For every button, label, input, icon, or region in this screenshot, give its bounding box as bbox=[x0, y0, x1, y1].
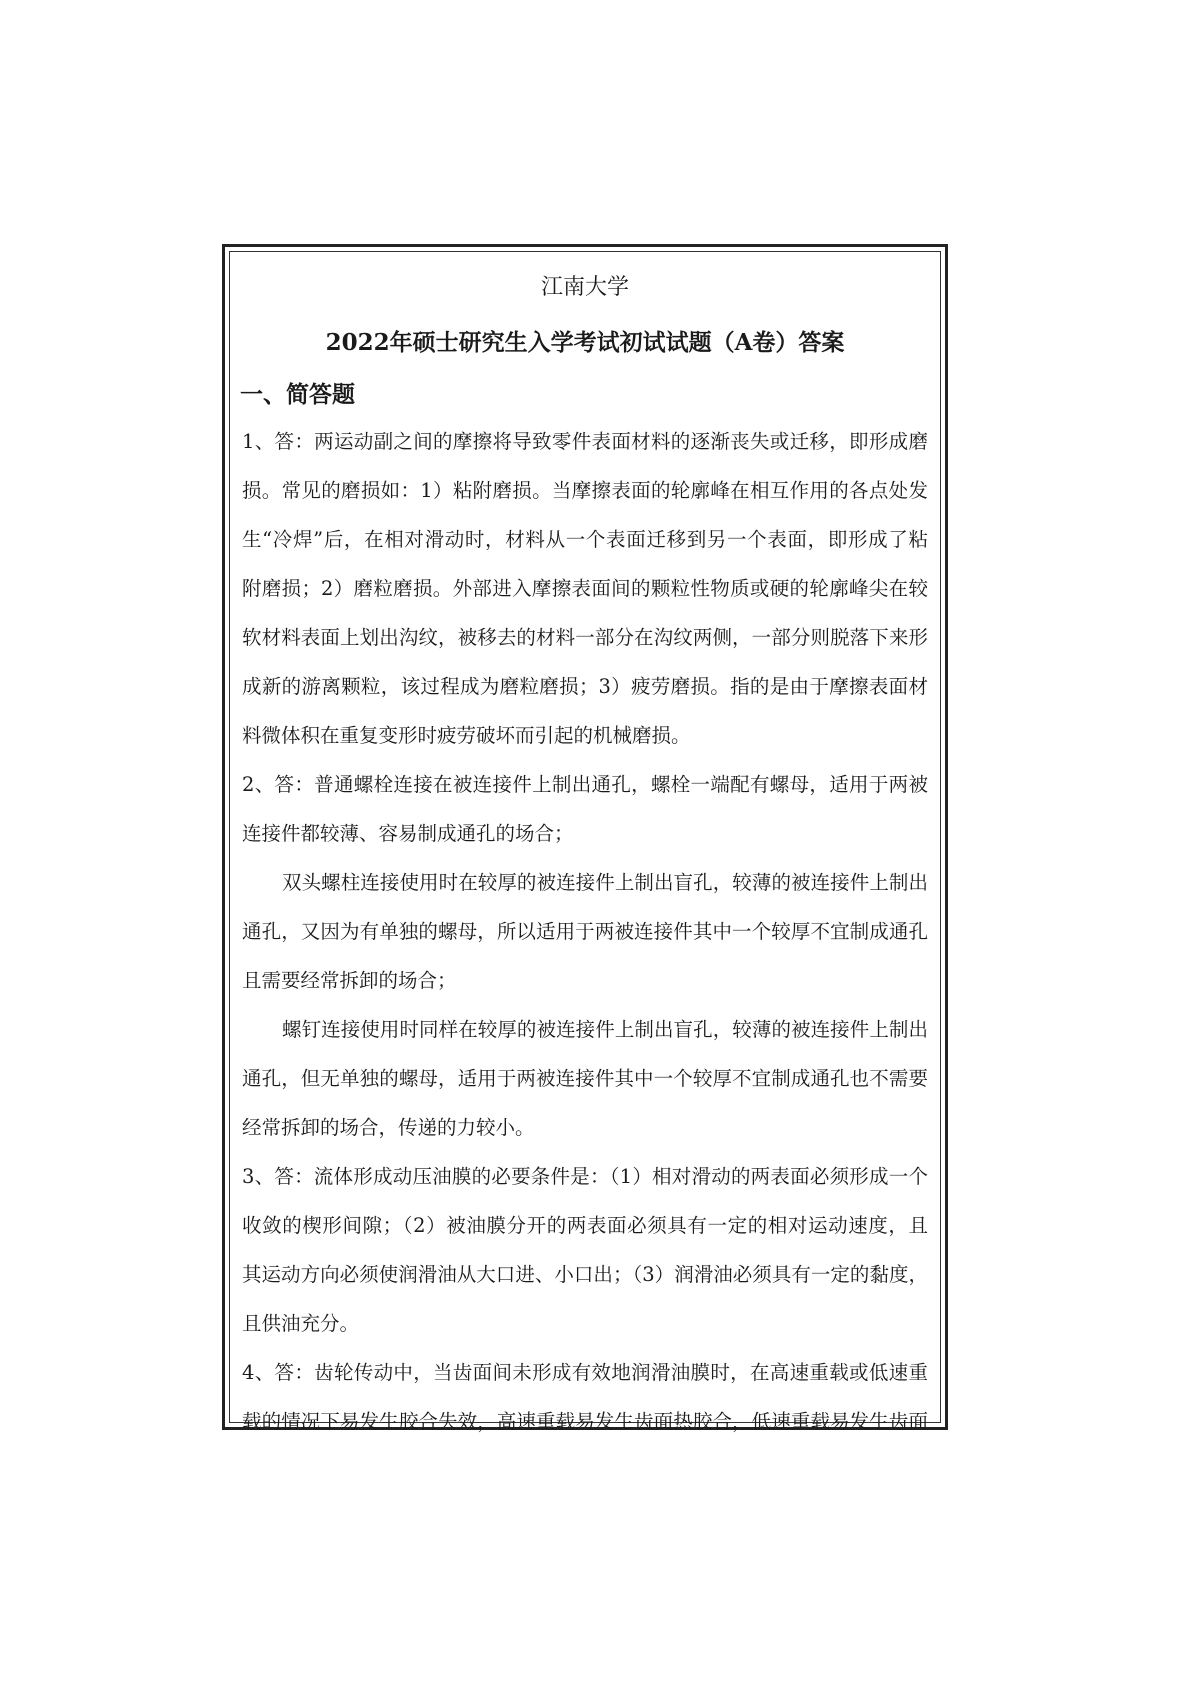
school-name: 江南大学 bbox=[540, 275, 629, 300]
text-line: 附磨损；2）磨粒磨损。外部进入摩擦表面间的颗粒性物质或硬的轮廓峰尖在较 bbox=[242, 577, 928, 600]
text-line: 双头螺柱连接使用时在较厚的被连接件上制出盲孔，较薄的被连接件上制出 bbox=[282, 871, 928, 894]
text-line: 经常拆卸的场合，传递的力较小。 bbox=[242, 1116, 535, 1139]
text-line: 载的情况下易发生胶合失效，高速重载易发生齿面热胶合，低速重载易发生齿面 bbox=[242, 1410, 928, 1433]
text-line: 4、答：齿轮传动中，当齿面间未形成有效地润滑油膜时，在高速重载或低速重 bbox=[242, 1361, 928, 1384]
answer-body bbox=[242, 428, 928, 1457]
text-line: 成新的游离颗粒，该过程成为磨粒磨损；3）疲劳磨损。指的是由于摩擦表面材 bbox=[242, 675, 928, 698]
document-title: 2022年硕士研究生入学考试初试试题（A卷）答案 bbox=[325, 329, 845, 356]
text-line: 通孔，但无单独的螺母，适用于两被连接件其中一个较厚不宜制成通孔也不需要 bbox=[242, 1067, 928, 1090]
text-line: 3、答：流体形成动压油膜的必要条件是：（1）相对滑动的两表面必须形成一个 bbox=[242, 1165, 928, 1188]
text-line: 且需要经常拆卸的场合； bbox=[242, 969, 457, 992]
text-line: 2、答：普通螺栓连接在被连接件上制出通孔，螺栓一端配有螺母，适用于两被 bbox=[242, 773, 928, 796]
text-line: 螺钉连接使用时同样在较厚的被连接件上制出盲孔，较薄的被连接件上制出 bbox=[282, 1018, 928, 1041]
text-line: 通孔，又因为有单独的螺母，所以适用于两被连接件其中一个较厚不宜制成通孔 bbox=[242, 920, 928, 943]
text-line: 1、答：两运动副之间的摩擦将导致零件表面材料的逐渐丧失或迁移，即形成磨 bbox=[242, 430, 928, 453]
answer-sheet-inner-border bbox=[229, 251, 941, 1433]
text-line: 料微体积在重复变形时疲劳破坏而引起的机械磨损。 bbox=[242, 724, 691, 747]
text-line: 损。常见的磨损如：1）粘附磨损。当摩擦表面的轮廓峰在相互作用的各点处发 bbox=[242, 479, 928, 502]
section-heading: 一、简答题 bbox=[240, 381, 355, 408]
text-line: 生“冷焊”后，在相对滑动时，材料从一个表面迁移到另一个表面，即形成了粘 bbox=[242, 528, 928, 551]
text-line: 连接件都较薄、容易制成通孔的场合； bbox=[242, 822, 574, 845]
text-line: 软材料表面上划出沟纹，被移去的材料一部分在沟纹两侧，一部分则脱落下来形 bbox=[242, 626, 928, 649]
text-line: 收敛的楔形间隙；（2）被油膜分开的两表面必须具有一定的相对运动速度，且 bbox=[242, 1214, 928, 1237]
text-line: 其运动方向必须使润滑油从大口进、小口出；（3）润滑油必须具有一定的黏度， bbox=[242, 1263, 928, 1286]
text-line: 且供油充分。 bbox=[242, 1312, 360, 1335]
answer-sheet-frame bbox=[222, 244, 948, 1433]
